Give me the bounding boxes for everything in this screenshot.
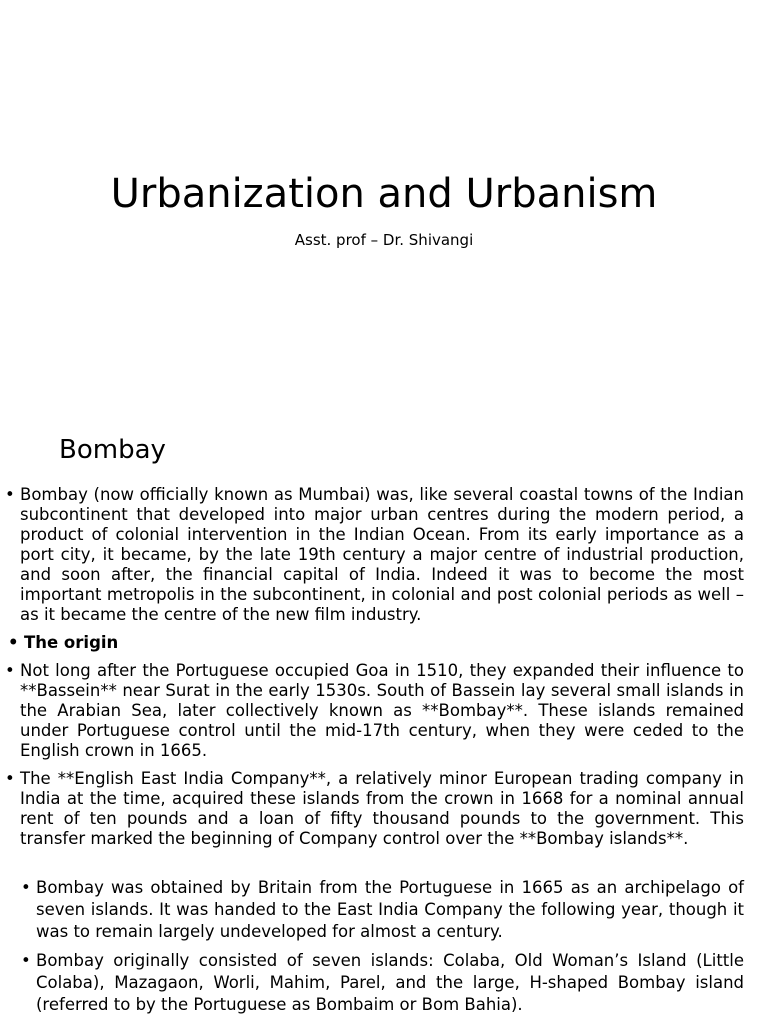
sub-bullet-item: • Bombay was obtained by Britain from the Portuguese in 1665 as an archipelago of seven islands. It was handed to the East India Company the following year, though it was to remain largely undeveloped for almost a century. <box>16 877 768 943</box>
sub-bullet-item: • Bombay originally consisted of seven islands: Colaba, Old Woman’s Island (Little Colaba), Mazagaon, Worli, Mahim, Parel, and the large, H-shaped Bombay island (referred to by the Portuguese as Bombaim or Bom Bahia). <box>16 950 768 1016</box>
content-slide <box>0 410 768 1024</box>
bullet-item-heading: • The origin <box>0 633 768 653</box>
sub-bullet-list <box>16 877 768 1023</box>
bullet-list <box>0 485 768 857</box>
bullet-item: • The **English East India Company**, a relatively minor European trading company in India at the time, acquired these islands from the crown in 1668 for a nominal annual rent of ten pounds and a loan of fifty thousand pounds to the government. This transfer marked the beginning of Company control over the **Bombay islands**. <box>0 769 768 849</box>
bullet-item: • Bombay (now officially known as Mumbai) was, like several coastal towns of the Indian subcontinent that developed into major urban centres during the modern period, a product of colonial intervention in the Indian Ocean. From its early importance as a port city, it became, by the late 19th century a major centre of industrial production, and soon after, the financial capital of India. Indeed it was to become the most important metropolis in the subcontinent, in colonial and post colonial periods as well – as it became the centre of the new film industry. <box>0 485 768 625</box>
bullet-item: • Not long after the Portuguese occupied Goa in 1510, they expanded their influence to **Bassein** near Surat in the early 1530s. South of Bassein lay several small islands in the Arabian Sea, later collectively known as **Bombay**. These islands remained under Portuguese control until the mid-17th century, when they were ceded to the English crown in 1665. <box>0 661 768 761</box>
section-heading: Bombay <box>59 435 166 465</box>
slide-title: Urbanization and Urbanism <box>110 171 658 217</box>
slide-subtitle: Asst. prof – Dr. Shivangi <box>294 231 474 249</box>
title-slide <box>0 0 768 410</box>
